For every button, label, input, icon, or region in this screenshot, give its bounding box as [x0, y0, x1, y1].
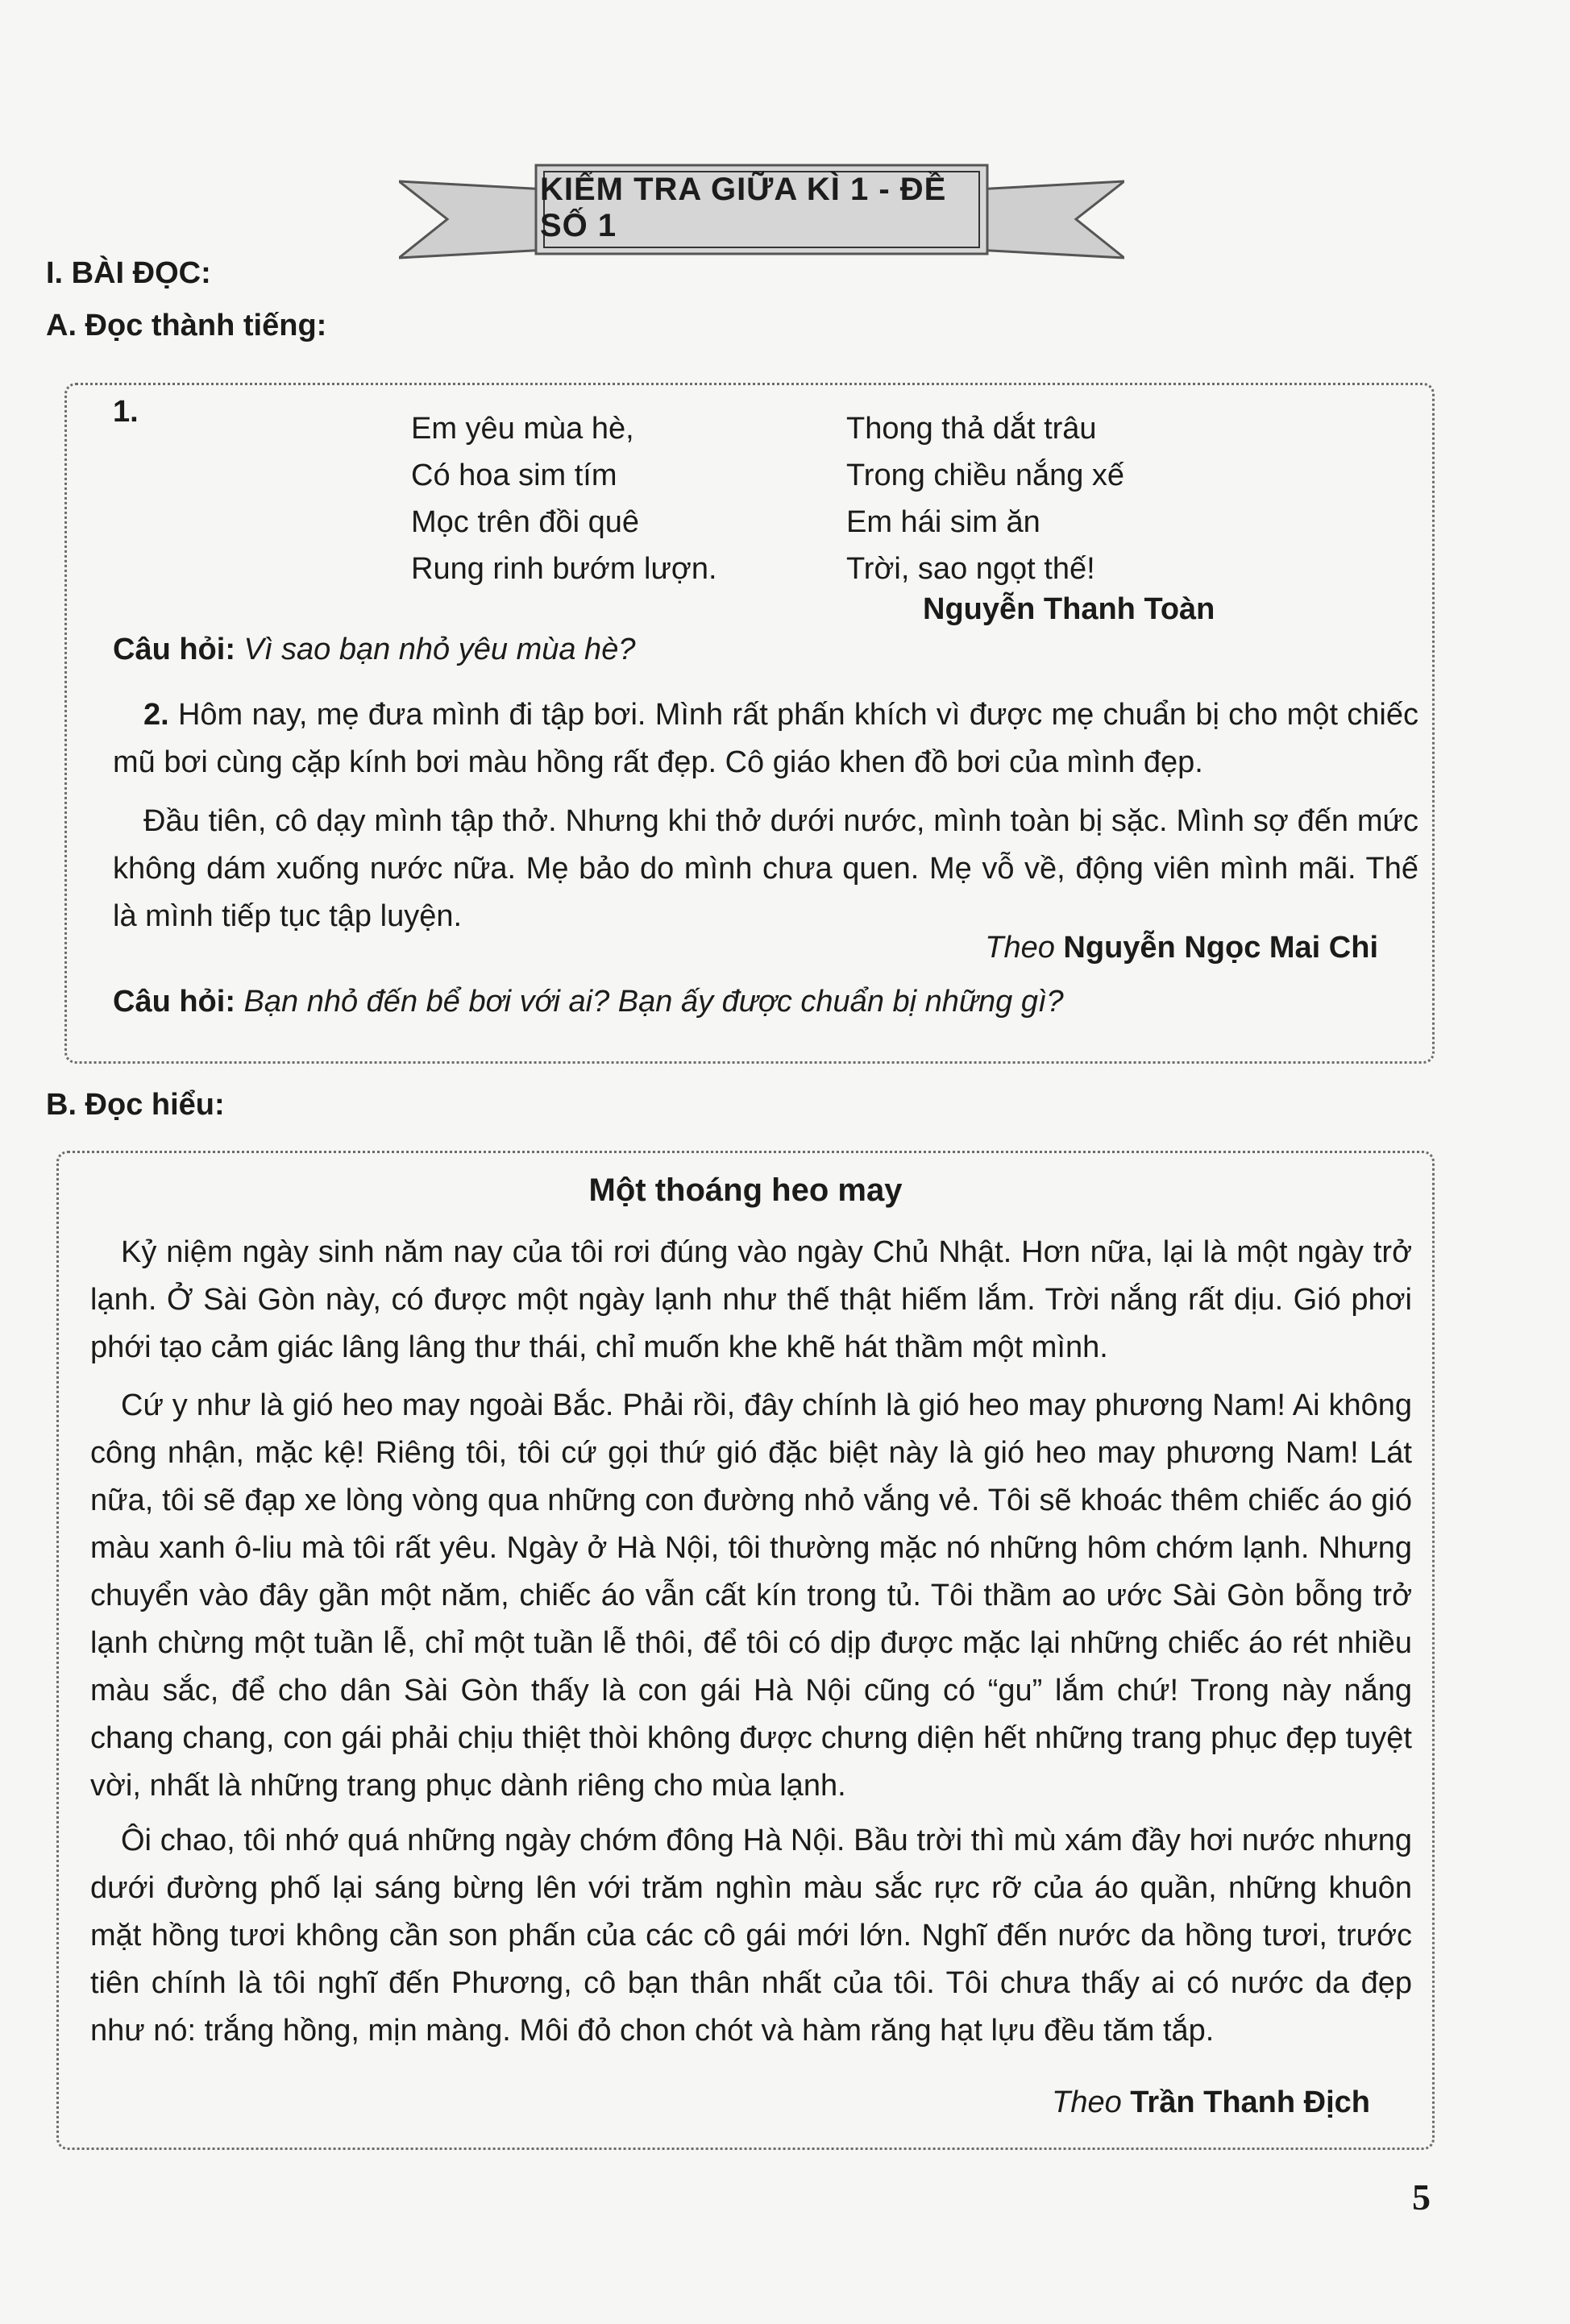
question-label: Câu hỏi:: [113, 985, 235, 1019]
section-comprehension-heading: B. Đọc hiểu:: [46, 1088, 225, 1122]
part2-source: [725, 931, 1378, 965]
part1-question: [113, 633, 635, 667]
story-paragraph-1: Kỷ niệm ngày sinh năm nay của tôi rơi đúng vào ngày Chủ Nhật. Hơn nữa, lại là một ngày trở lạnh. Ở Sài Gòn này, có được một ngày lạnh như thế thật hiếm lắm. Trời nắng rất dịu. Gió phơi phới tạo cảm giác lâng lâng thư thái, chỉ muốn khe khẽ hát thầm một mình.: [90, 1235, 1412, 1364]
poem-column-1: [411, 405, 717, 592]
question-text: Bạn nhỏ đến bể bơi với ai? Bạn ấy được chuẩn bị những gì?: [243, 985, 1064, 1019]
question-text: Vì sao bạn nhỏ yêu mùa hè?: [243, 633, 636, 666]
section-reading-heading: I. BÀI ĐỌC:: [46, 256, 211, 290]
paragraph-text: Hôm nay, mẹ đưa mình đi tập bơi. Mình rất phấn khích vì được mẹ chuẩn bị cho một chiếc mũ bơi cùng cặp kính bơi màu hồng rất đẹp. Cô giáo khen đồ bơi của mình đẹp.: [113, 698, 1418, 779]
poem-line: Trời, sao ngọt thế!: [846, 552, 1095, 586]
poem-author: Nguyễn Thanh Toàn: [923, 592, 1215, 626]
part1-number: 1.: [113, 395, 139, 429]
section-read-aloud-heading: A. Đọc thành tiếng:: [46, 309, 327, 342]
story-title: Một thoáng heo may: [588, 1172, 903, 1208]
poem-line: Em hái sim ăn: [846, 505, 1040, 539]
source-author: Nguyễn Ngọc Mai Chi: [1063, 931, 1378, 965]
poem-line: Rung rinh bướm lượn.: [411, 552, 717, 586]
part2-question: [113, 985, 1064, 1019]
poem-line: Trong chiều nắng xế: [846, 459, 1125, 492]
question-label: Câu hỏi:: [113, 633, 235, 666]
part2-paragraph-2: Đầu tiên, cô dạy mình tập thở. Nhưng khi thở dưới nước, mình toàn bị sặc. Mình sợ đến mức không dám xuống nước nữa. Mẹ bảo do mình chưa quen. Mẹ vỗ về, động viên mình mãi. Thế là mình tiếp tục tập luyện.: [113, 804, 1418, 933]
poem-line: Em yêu mùa hè,: [411, 412, 634, 446]
part2-paragraph-1: [113, 691, 1418, 786]
poem-column-2: [846, 405, 1124, 592]
poem-line: Có hoa sim tím: [411, 459, 617, 492]
poem-line: Mọc trên đồi quê: [411, 505, 640, 539]
exam-title: KIỂM TRA GIỮA KÌ 1 - ĐỀ SỐ 1: [540, 171, 947, 243]
story-paragraph-2: Cứ y như là gió heo may ngoài Bắc. Phải rồi, đây chính là gió heo may phương Nam! Ai không công nhận, mặc kệ! Riêng tôi, tôi cứ gọi thứ gió đặc biệt này là gió heo may phương Nam! Lát nữa, tôi sẽ đạp xe lòng vòng qua những con đường nhỏ vắng vẻ. Tôi sẽ khoác thêm chiếc áo gió màu xanh ô-liu mà tôi rất yêu. Ngày ở Hà Nội, tôi thường mặc nó những hôm chớm lạnh. Nhưng chuyển vào đây gần một năm, chiếc áo vẫn cất kín trong tủ. Tôi thầm ao ước Sài Gòn bỗng trở lạnh chừng một tuần lễ, chỉ một tuần lễ thôi, để tôi có dịp được mặc lại những chiếc áo rét nhiều màu sắc, để cho dân Sài Gòn thấy là con gái Hà Nội cũng có “gu” lắm chứ! Trong này nắng chang chang, con gái phải chịu thiệt thòi không được chưng diện hết những trang phục đẹp tuyệt vời, nhất là những trang phục dành riêng cho mùa lạnh.: [90, 1388, 1412, 1803]
part2-number: 2.: [143, 698, 169, 732]
title-banner: [399, 161, 1124, 270]
source-author: Trần Thanh Địch: [1130, 2085, 1370, 2119]
page-number: 5: [1412, 2177, 1431, 2218]
story-paragraph-3: Ôi chao, tôi nhớ quá những ngày chớm đông Hà Nội. Bầu trời thì mù xám đầy hơi nước nhưng dưới đường phố lại sáng bừng lên với trăm nghìn màu sắc rực rỡ của áo quần, những khuôn mặt hồng tươi không cần son phấn của các cô gái mới lớn. Nghĩ đến nước da hồng tươi, trước tiên chính là tôi nghĩ đến Phương, cô bạn thân nhất của tôi. Tôi chưa thấy ai có nước da đẹp như nó: trắng hồng, mịn màng. Môi đỏ chon chót và hàm răng hạt lựu đều tăm tắp.: [90, 1824, 1412, 2048]
story-source: [725, 2085, 1370, 2120]
poem-line: Thong thả dắt trâu: [846, 412, 1097, 446]
source-prefix: Theo: [1052, 2085, 1122, 2119]
source-prefix: Theo: [985, 931, 1055, 965]
